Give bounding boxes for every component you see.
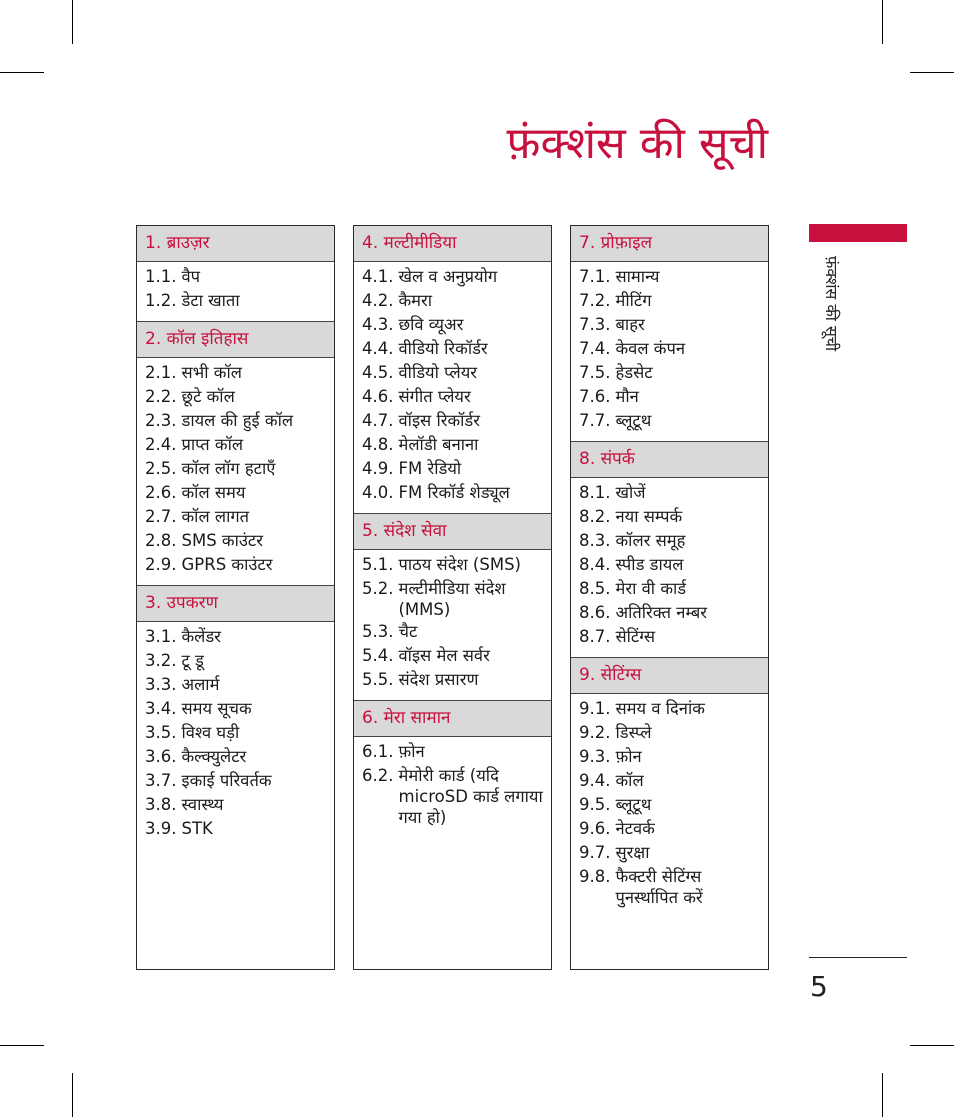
item-number: 4.7. xyxy=(362,411,394,430)
list-item xyxy=(579,793,762,817)
item-label: स्पीड डायल xyxy=(615,555,684,574)
item-number: 9.3. xyxy=(579,747,611,766)
item-label: मेमोरी कार्ड (यदि microSD कार्ड लगाया गया हो) xyxy=(398,766,543,827)
menu-section xyxy=(354,700,551,836)
list-item xyxy=(145,721,328,745)
item-number: 9.1. xyxy=(579,699,611,718)
section-heading: 5. संदेश सेवा xyxy=(354,513,551,550)
list-item xyxy=(579,505,762,529)
menu-section xyxy=(137,321,334,585)
list-item xyxy=(579,577,762,601)
item-number: 3.7. xyxy=(145,771,177,790)
item-number: 7.4. xyxy=(579,339,611,358)
item-label: कॉल लागत xyxy=(181,507,250,526)
item-label: STK xyxy=(181,819,213,838)
item-number: 2.7. xyxy=(145,507,177,526)
item-list xyxy=(354,550,551,700)
item-number: 2.8. xyxy=(145,531,177,550)
list-item xyxy=(362,289,545,313)
list-item xyxy=(362,740,545,764)
item-number: 3.6. xyxy=(145,747,177,766)
list-item xyxy=(579,385,762,409)
item-number: 4.5. xyxy=(362,363,394,382)
item-label: समय सूचक xyxy=(181,699,252,718)
item-label: कॉल xyxy=(615,771,644,790)
item-list xyxy=(571,262,768,441)
item-label: मीटिंग xyxy=(615,291,652,310)
list-item xyxy=(145,649,328,673)
item-list xyxy=(354,262,551,513)
list-item xyxy=(579,601,762,625)
list-item xyxy=(145,409,328,433)
item-label: डायल की हुई कॉल xyxy=(181,411,294,430)
menu-section xyxy=(354,226,551,513)
item-number: 8.7. xyxy=(579,627,611,646)
list-item xyxy=(579,265,762,289)
item-label: चैट xyxy=(398,622,418,641)
function-column-2 xyxy=(353,225,552,970)
crop-mark xyxy=(910,72,954,73)
item-number: 8.2. xyxy=(579,507,611,526)
page-number-rule xyxy=(809,957,907,958)
list-item xyxy=(145,265,328,289)
list-item xyxy=(579,745,762,769)
item-number: 2.2. xyxy=(145,387,177,406)
list-item xyxy=(579,721,762,745)
list-item xyxy=(362,433,545,457)
item-label: विश्व घड़ी xyxy=(181,723,240,742)
item-label: मौन xyxy=(615,387,639,406)
item-label: वॉइस मेल सर्वर xyxy=(398,646,490,665)
item-label: डेटा खाता xyxy=(181,291,240,310)
item-number: 4.0. xyxy=(362,483,394,502)
item-list xyxy=(571,694,768,916)
list-item xyxy=(145,361,328,385)
item-number: 1.2. xyxy=(145,291,177,310)
item-number: 5.1. xyxy=(362,555,394,574)
item-number: 2.9. xyxy=(145,555,177,574)
item-number: 3.4. xyxy=(145,699,177,718)
item-label: मेलॉडी बनाना xyxy=(398,435,479,454)
item-number: 3.5. xyxy=(145,723,177,742)
item-number: 5.5. xyxy=(362,670,394,689)
item-number: 9.8. xyxy=(579,867,611,886)
item-number: 2.1. xyxy=(145,363,177,382)
list-item xyxy=(145,385,328,409)
list-item xyxy=(362,481,545,505)
item-number: 9.4. xyxy=(579,771,611,790)
list-item xyxy=(579,337,762,361)
list-item xyxy=(145,625,328,649)
list-item xyxy=(579,625,762,649)
item-number: 9.7. xyxy=(579,843,611,862)
section-heading: 1. ब्राउज़र xyxy=(137,226,334,262)
item-label: छूटे कॉल xyxy=(181,387,235,406)
item-label: कैमरा xyxy=(398,291,433,310)
item-label: इकाई परिवर्तक xyxy=(181,771,272,790)
item-label: खेल व अनुप्रयोग xyxy=(398,267,498,286)
item-number: 9.2. xyxy=(579,723,611,742)
crop-mark xyxy=(0,1045,44,1046)
section-heading: 7. प्रोफ़ाइल xyxy=(571,226,768,262)
item-number: 4.6. xyxy=(362,387,394,406)
item-number: 4.1. xyxy=(362,267,394,286)
item-label: अलार्म xyxy=(181,675,220,694)
item-label: छवि व्यूअर xyxy=(398,315,464,334)
item-number: 2.3. xyxy=(145,411,177,430)
item-number: 2.5. xyxy=(145,459,177,478)
item-label: कॉल समय xyxy=(181,483,246,502)
list-item xyxy=(579,289,762,313)
item-number: 7.2. xyxy=(579,291,611,310)
item-number: 1.1. xyxy=(145,267,177,286)
item-label: बाहर xyxy=(615,315,645,334)
item-number: 8.3. xyxy=(579,531,611,550)
item-number: 7.3. xyxy=(579,315,611,334)
list-item xyxy=(145,481,328,505)
item-label: सुरक्षा xyxy=(615,843,650,862)
item-label: वीडियो रिकॉर्डर xyxy=(398,339,488,358)
list-item xyxy=(579,865,762,908)
item-number: 9.5. xyxy=(579,795,611,814)
item-number: 4.3. xyxy=(362,315,394,334)
item-label: GPRS काउंटर xyxy=(181,555,273,574)
list-item xyxy=(145,505,328,529)
section-heading: 2. कॉल इतिहास xyxy=(137,321,334,358)
menu-section xyxy=(354,513,551,700)
item-number: 2.6. xyxy=(145,483,177,502)
section-heading: 6. मेरा सामान xyxy=(354,700,551,737)
item-label: नेटवर्क xyxy=(615,819,655,838)
list-item xyxy=(145,289,328,313)
item-label: स्वास्थ्य xyxy=(181,795,224,814)
section-heading: 8. संपर्क xyxy=(571,441,768,478)
item-number: 8.4. xyxy=(579,555,611,574)
item-label: समय व दिनांक xyxy=(615,699,705,718)
item-number: 5.4. xyxy=(362,646,394,665)
item-number: 3.1. xyxy=(145,627,177,646)
menu-section xyxy=(137,226,334,321)
list-item xyxy=(362,313,545,337)
item-list xyxy=(571,478,768,657)
list-item xyxy=(362,457,545,481)
item-number: 3.2. xyxy=(145,651,177,670)
item-label: फ़ोन xyxy=(398,742,425,761)
function-column-1 xyxy=(136,225,335,970)
item-label: ब्लूटूथ xyxy=(615,795,652,814)
item-number: 3.8. xyxy=(145,795,177,814)
item-label: अतिरिक्त नम्बर xyxy=(615,603,707,622)
item-number: 3.3. xyxy=(145,675,177,694)
menu-section xyxy=(571,226,768,441)
item-number: 5.3. xyxy=(362,622,394,641)
list-item xyxy=(145,433,328,457)
list-item xyxy=(362,409,545,433)
item-label: वॉइस रिकॉर्डर xyxy=(398,411,480,430)
section-heading: 4. मल्टीमीडिया xyxy=(354,226,551,262)
page-title: फ़ंक्शंस की सूची xyxy=(506,118,768,169)
list-item xyxy=(579,697,762,721)
item-label: ब्लूटूथ xyxy=(615,411,652,430)
list-item xyxy=(362,644,545,668)
item-number: 4.8. xyxy=(362,435,394,454)
list-item xyxy=(362,577,545,620)
item-number: 8.6. xyxy=(579,603,611,622)
list-item xyxy=(362,620,545,644)
item-list xyxy=(137,622,334,849)
item-label: संगीत प्लेयर xyxy=(398,387,471,406)
list-item xyxy=(579,769,762,793)
list-item xyxy=(579,817,762,841)
list-item xyxy=(579,313,762,337)
list-item xyxy=(145,673,328,697)
item-label: हेडसेट xyxy=(615,363,653,382)
item-label: कैलेंडर xyxy=(181,627,221,646)
item-label: प्राप्त कॉल xyxy=(181,435,244,454)
item-label: FM रेडियो xyxy=(398,459,462,478)
list-item xyxy=(362,337,545,361)
item-label: सेटिंग्स xyxy=(615,627,656,646)
function-column-3 xyxy=(570,225,769,970)
item-label: डिस्प्ले xyxy=(615,723,652,742)
menu-section xyxy=(571,657,768,916)
crop-mark xyxy=(910,1045,954,1046)
item-list xyxy=(354,737,551,836)
item-number: 4.4. xyxy=(362,339,394,358)
item-number: 6.2. xyxy=(362,766,394,785)
item-number: 2.4. xyxy=(145,435,177,454)
item-label: खोजें xyxy=(615,483,646,502)
item-label: मेरा वी कार्ड xyxy=(615,579,687,598)
item-label: केवल कंपन xyxy=(615,339,685,358)
item-label: पाठय संदेश (SMS) xyxy=(398,555,521,574)
item-label: संदेश प्रसारण xyxy=(398,670,479,689)
list-item xyxy=(145,769,328,793)
crop-mark xyxy=(72,0,73,44)
item-number: 8.1. xyxy=(579,483,611,502)
list-item xyxy=(362,265,545,289)
item-label: वैप xyxy=(181,267,201,286)
crop-mark xyxy=(0,72,44,73)
item-number: 7.5. xyxy=(579,363,611,382)
item-number: 4.9. xyxy=(362,459,394,478)
item-number: 7.7. xyxy=(579,411,611,430)
crop-mark xyxy=(882,1073,883,1117)
list-item xyxy=(145,457,328,481)
item-label: सामान्य xyxy=(615,267,660,286)
crop-mark xyxy=(882,0,883,44)
list-item xyxy=(579,529,762,553)
item-list xyxy=(137,358,334,585)
item-number: 9.6. xyxy=(579,819,611,838)
list-item xyxy=(145,745,328,769)
item-label: कैल्क्युलेटर xyxy=(181,747,247,766)
item-label: फ़ोन xyxy=(615,747,642,766)
item-number: 5.2. xyxy=(362,579,394,598)
menu-section xyxy=(571,441,768,657)
item-number: 7.6. xyxy=(579,387,611,406)
section-tab-marker xyxy=(809,224,907,242)
item-label: कॉल लॉग हटाएँ xyxy=(181,459,276,478)
item-number: 7.1. xyxy=(579,267,611,286)
list-item xyxy=(362,361,545,385)
item-number: 3.9. xyxy=(145,819,177,838)
item-label: टू डू xyxy=(181,651,204,670)
list-item xyxy=(362,764,545,828)
list-item xyxy=(579,553,762,577)
list-item xyxy=(362,385,545,409)
list-item xyxy=(579,481,762,505)
item-label: SMS काउंटर xyxy=(181,531,263,550)
side-section-label: फ़ंक्शंस की सूची xyxy=(822,256,841,352)
item-label: फैक्टरी सेटिंग्स पुनर्स्थापित करें xyxy=(615,867,703,907)
list-item xyxy=(145,697,328,721)
item-label: नया सम्पर्क xyxy=(615,507,683,526)
section-heading: 9. सेटिंग्स xyxy=(571,657,768,694)
item-label: सभी कॉल xyxy=(181,363,242,382)
list-item xyxy=(362,668,545,692)
section-heading: 3. उपकरण xyxy=(137,585,334,622)
item-list xyxy=(137,262,334,321)
list-item xyxy=(579,841,762,865)
item-label: FM रिकॉर्ड शेड्यूल xyxy=(398,483,510,502)
item-label: वीडियो प्लेयर xyxy=(398,363,478,382)
list-item xyxy=(145,553,328,577)
crop-mark xyxy=(72,1073,73,1117)
item-number: 4.2. xyxy=(362,291,394,310)
list-item xyxy=(145,529,328,553)
list-item xyxy=(579,409,762,433)
item-number: 8.5. xyxy=(579,579,611,598)
page-number: 5 xyxy=(810,970,828,1003)
item-label: मल्टीमीडिया संदेश (MMS) xyxy=(398,579,506,619)
list-item xyxy=(362,553,545,577)
list-item xyxy=(145,817,328,841)
item-number: 6.1. xyxy=(362,742,394,761)
item-label: कॉलर समूह xyxy=(615,531,686,550)
list-item xyxy=(579,361,762,385)
menu-section xyxy=(137,585,334,849)
list-item xyxy=(145,793,328,817)
